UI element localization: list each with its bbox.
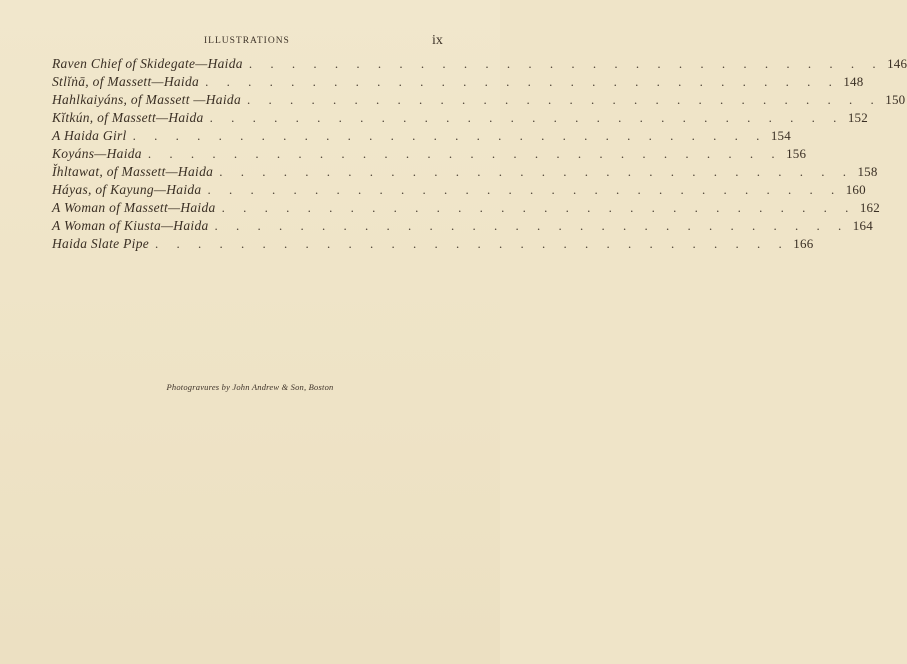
illustration-page: 156 xyxy=(786,146,807,161)
illustration-page: 164 xyxy=(852,218,873,233)
illustration-page: 154 xyxy=(770,128,791,143)
list-item xyxy=(52,200,880,218)
illustrations-list xyxy=(52,56,907,254)
dot-leader: . . . . . . . . . . . . . . . . . . . . . . . . . . . . . . xyxy=(132,128,767,143)
list-item xyxy=(52,92,906,110)
dot-leader: . . . . . . . . . . . . . . . . . . . . . . . . . . . . . . xyxy=(219,164,854,179)
illustration-page: 148 xyxy=(843,74,864,89)
illustration-title: A Haida Girl xyxy=(52,128,127,143)
illustration-page: 162 xyxy=(859,200,880,215)
illustration-title: Kĭtkún, of Massett—Haida xyxy=(52,110,204,125)
page-number: ix xyxy=(432,33,443,48)
list-item xyxy=(52,128,791,146)
illustration-title: Stlĭṅā, of Massett—Haida xyxy=(52,74,200,89)
dot-leader: . . . . . . . . . . . . . . . . . . . . . . . . . . . . . . xyxy=(209,110,844,125)
illustration-title: Ǐhltawat, of Massett—Haida xyxy=(52,164,214,179)
dot-leader: . . . . . . . . . . . . . . . . . . . . . . . . . . . . . . xyxy=(155,236,790,251)
illustration-title: A Woman of Massett—Haida xyxy=(52,200,216,215)
illustration-title: A Woman of Kiusta—Haida xyxy=(52,218,209,233)
list-item xyxy=(52,182,866,200)
illustration-title: Haida Slate Pipe xyxy=(52,236,150,251)
illustration-page: 150 xyxy=(885,92,906,107)
list-item xyxy=(52,218,873,236)
illustration-page: 158 xyxy=(857,164,878,179)
dot-leader: . . . . . . . . . . . . . . . . . . . . . . . . . . . . . . xyxy=(207,182,842,197)
list-item xyxy=(52,74,864,92)
illustration-page: 166 xyxy=(793,236,814,251)
list-item xyxy=(52,146,807,164)
dot-leader: . . . . . . . . . . . . . . . . . . . . . . . . . . . . . . xyxy=(214,218,849,233)
illustration-page: 146 xyxy=(887,56,907,71)
dot-leader: . . . . . . . . . . . . . . . . . . . . . . . . . . . . . . xyxy=(247,92,882,107)
dot-leader: . . . . . . . . . . . . . . . . . . . . . . . . . . . . . . xyxy=(248,56,884,71)
list-item xyxy=(52,110,868,128)
list-item xyxy=(52,164,878,182)
dot-leader: . . . . . . . . . . . . . . . . . . . . . . . . . . . . . . xyxy=(147,146,783,161)
dot-leader: . . . . . . . . . . . . . . . . . . . . . . . . . . . . . . xyxy=(221,200,856,215)
illustration-title: Koyáns—Haida xyxy=(52,146,142,161)
illustration-title: Háyas, of Kayung—Haida xyxy=(52,182,202,197)
photogravure-credit: Photogravures by John Andrew & Son, Boston xyxy=(166,382,334,392)
illustration-title: Hahlkaiyáns, of Massett —Haida xyxy=(52,92,241,107)
dot-leader: . . . . . . . . . . . . . . . . . . . . . . . . . . . . . . xyxy=(205,74,840,89)
illustration-page: 152 xyxy=(847,110,868,125)
running-head-title: ILLUSTRATIONS xyxy=(204,36,290,46)
list-item xyxy=(52,56,907,74)
illustration-title: Raven Chief of Skidegate—Haida xyxy=(52,56,243,71)
list-item xyxy=(52,236,814,254)
illustration-page: 160 xyxy=(845,182,866,197)
running-head xyxy=(0,33,500,52)
